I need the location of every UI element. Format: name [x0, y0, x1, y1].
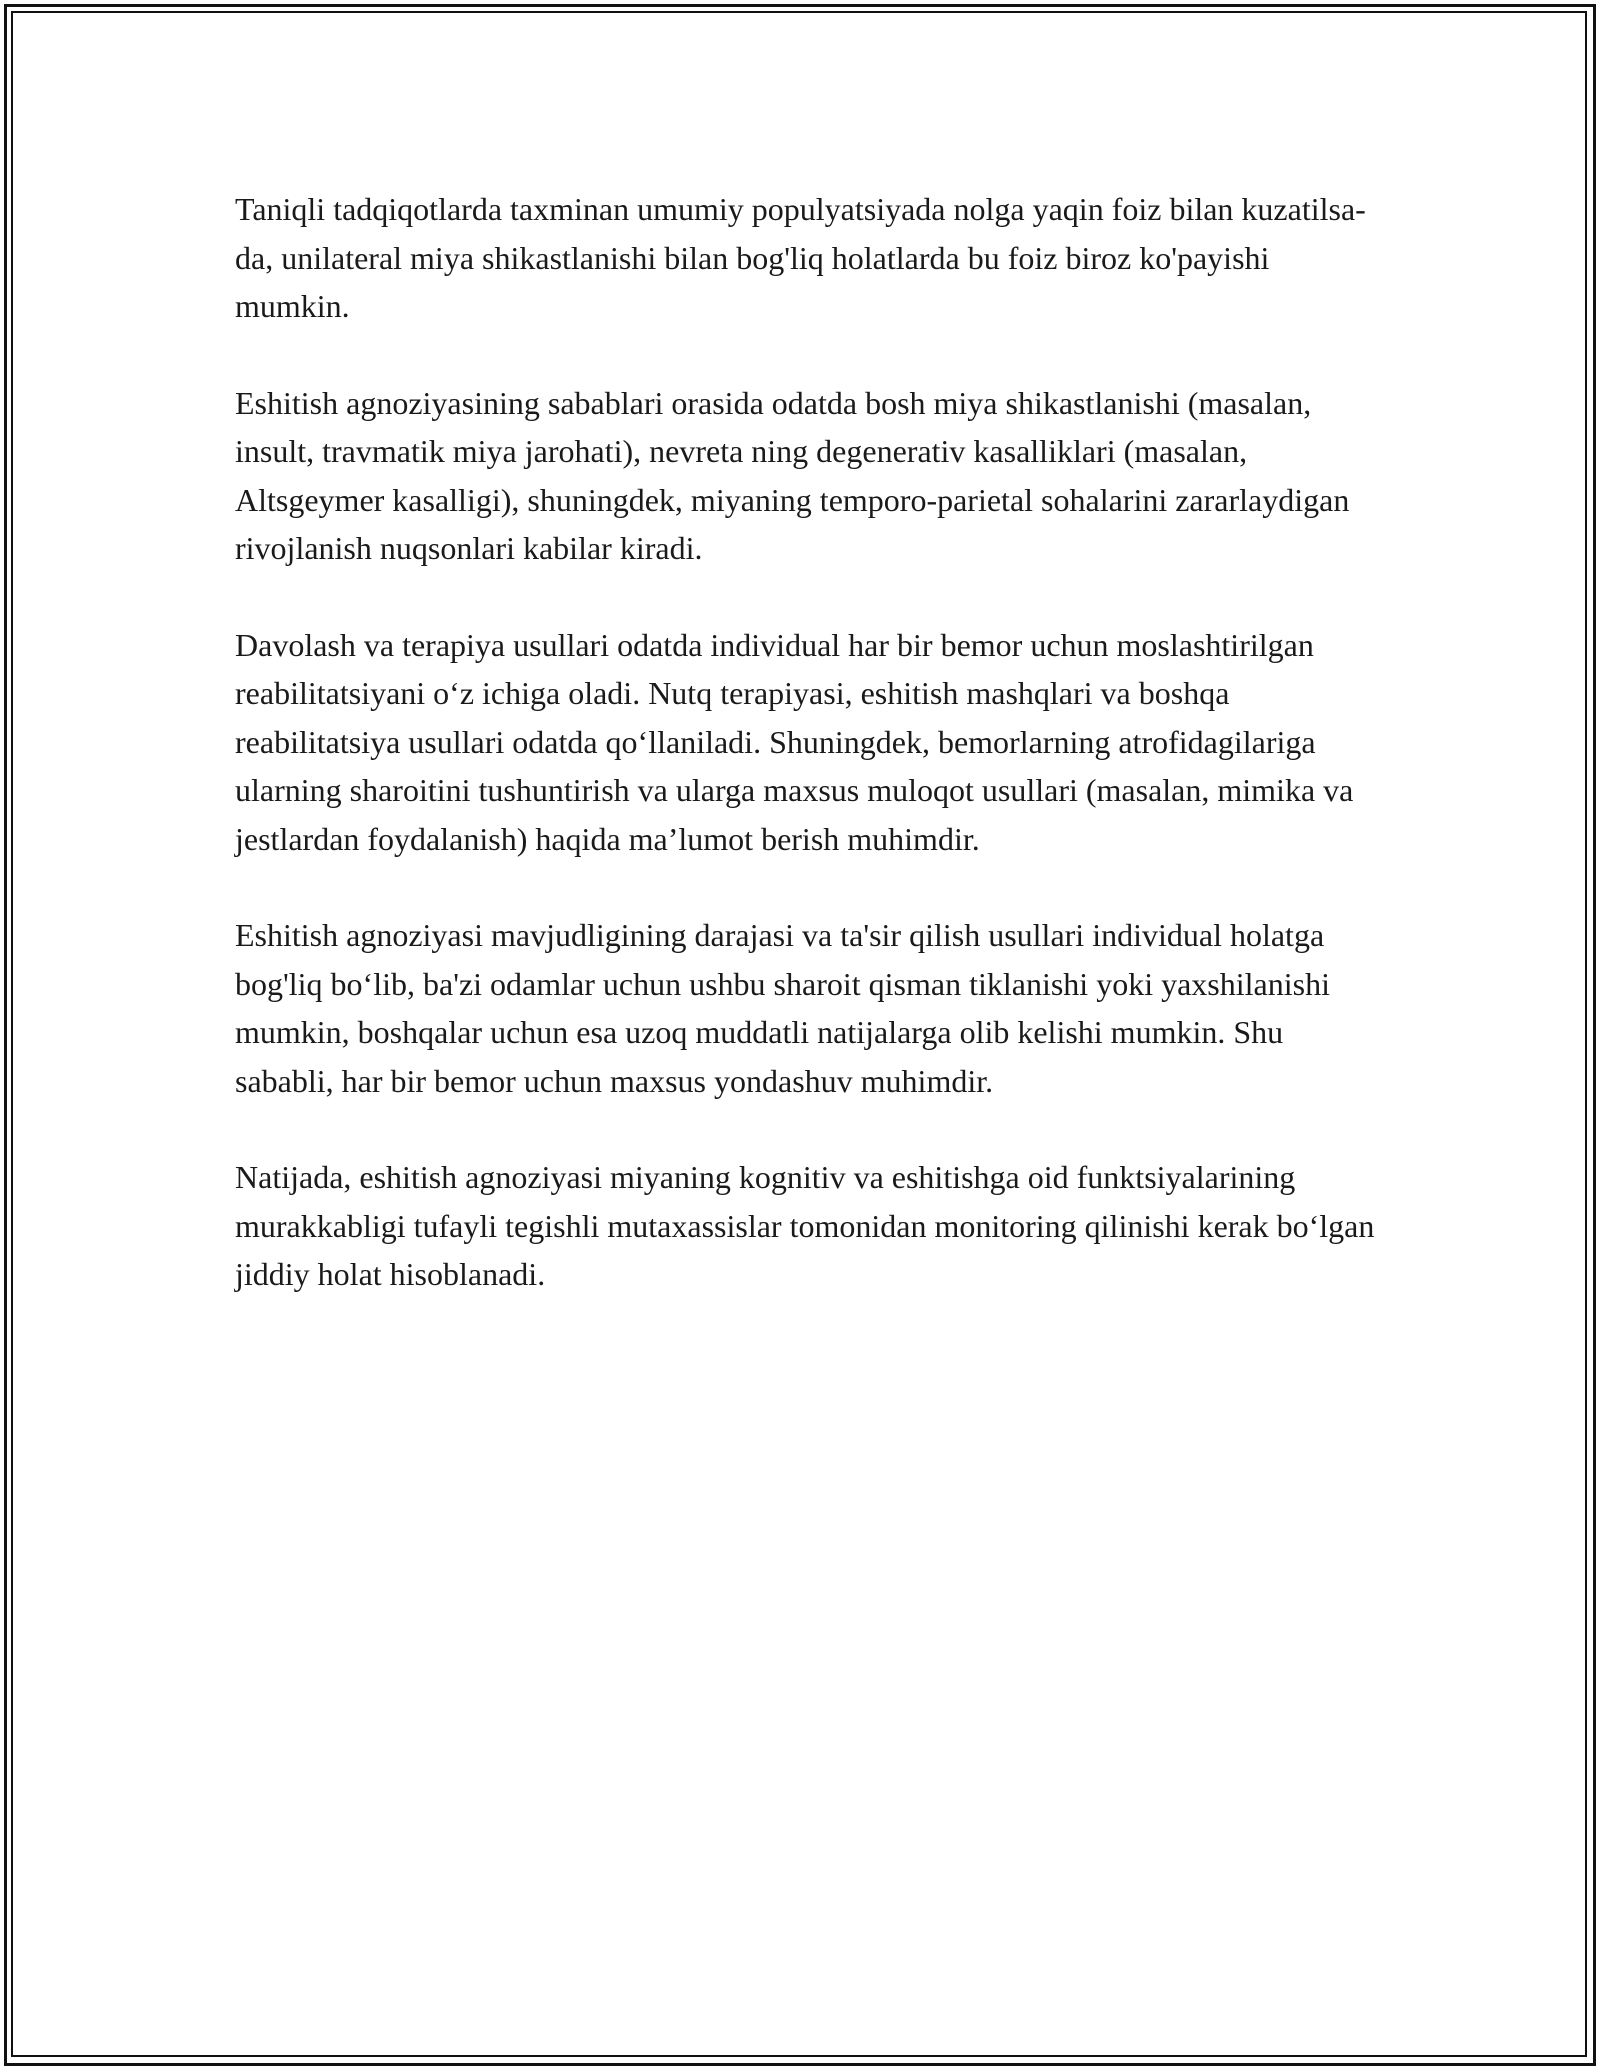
paragraph-prognosis: Eshitish agnoziyasi mavjudligining darajasi va ta'sir qilish usullari individual holatga bog'liq bo‘lib, ba'zi odamlar uchun ushbu sharoit qisman tiklanishi yoki yaxshilanishi mumkin, boshqalar uchun esa uzoq muddatli natijalarga olib kelishi mumkin. Shu sababli, har bir bemor uchun maxsus yondashuv muhimdir. [235, 917, 1330, 1099]
paragraph-causes: Eshitish agnoziyasining sabablari orasida odatda bosh miya shikastlanishi (masalan, insult, travmatik miya jarohati), nevreta ning degenerativ kasalliklari (masalan, Altsgeymer kasalligi), shuningdek, miyaning temporo-parietal sohalarini zararlaydigan rivojlanish nuqsonlari kabilar kiradi. [235, 384, 1350, 566]
paragraph-conclusion: Natijada, eshitish agnoziyasi miyaning kognitiv va eshitishga oid funktsiyalarining murakkabligi tufayli tegishli mutaxassislar tomonidan monitoring qilinishi kerak bo‘lgan jiddiy holat hisoblanadi. [235, 1159, 1375, 1292]
paragraph-prevalence: Taniqli tadqiqotlarda taxminan umumiy populyatsiyada nolga yaqin foiz bilan kuzatilsa-da, unilateral miya shikastlanishi bilan bog'liq holatlarda bu foiz biroz ko'payishi mumkin. [235, 191, 1366, 324]
document-body [235, 185, 1385, 1347]
paragraph-treatment: Davolash va terapiya usullari odatda individual har bir bemor uchun moslashtirilgan reabilitatsiyani o‘z ichiga oladi. Nutq terapiyasi, eshitish mashqlari va boshqa reabilitatsiya usullari odatda qo‘llaniladi. Shuningdek, bemorlarning atrofidagilariga ularning sharoitini tushuntirish va ularga maxsus muloqot usullari (masalan, mimika va jestlardan foydalanish) haqida ma’lumot berish muhimdir. [235, 626, 1354, 857]
